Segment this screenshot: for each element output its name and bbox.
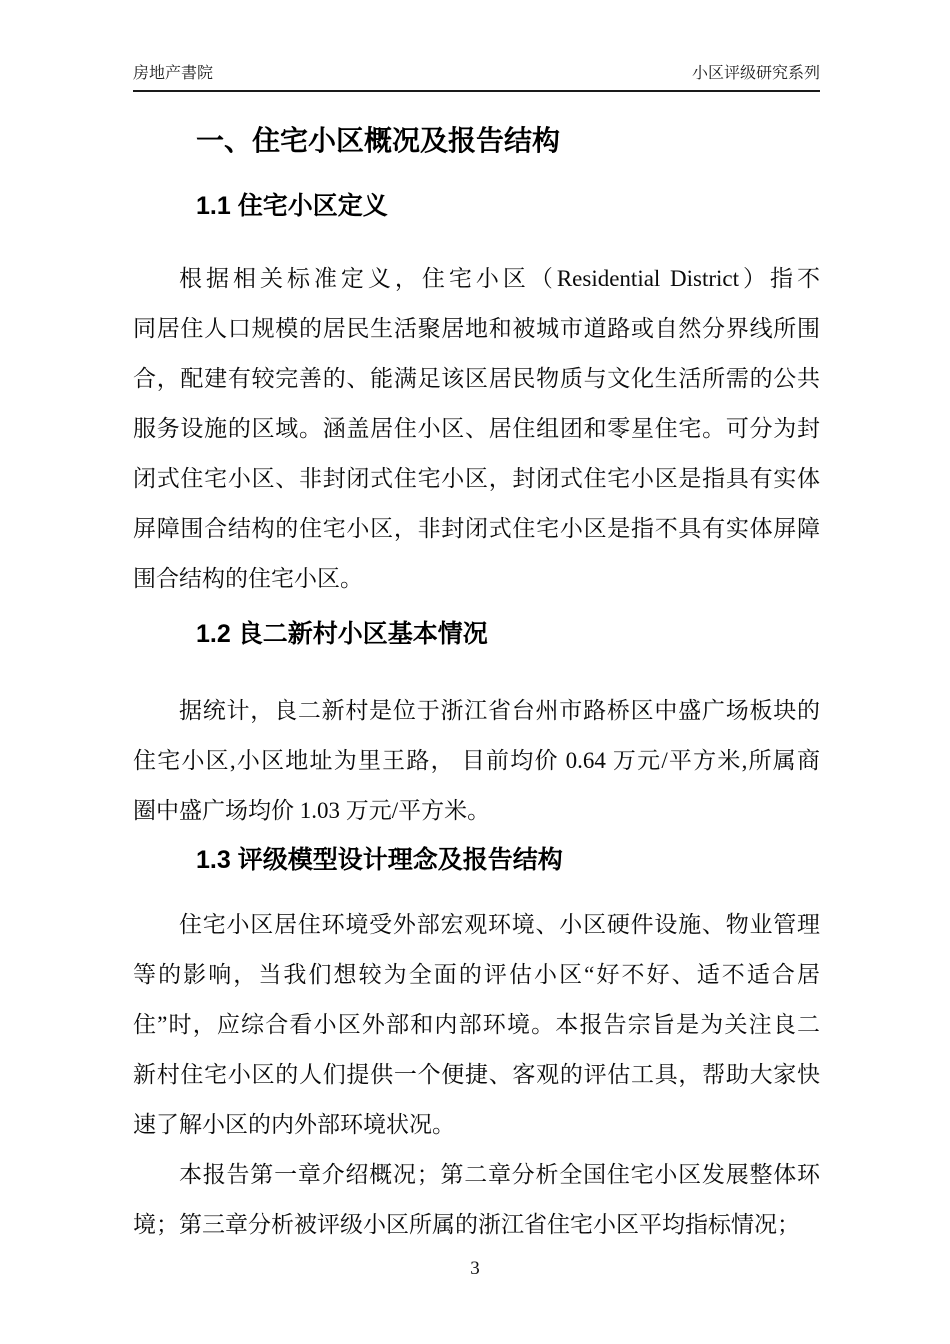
text-line: 合，配建有较完善的、能满足该区居民物质与文化生活所需的公共 <box>133 366 820 391</box>
page-number: 3 <box>470 1258 480 1279</box>
paragraph-report-structure <box>133 1150 820 1250</box>
text-line: 住”时，应综合看小区外部和内部环境。本报告宗旨是为关注良二 <box>133 1012 820 1037</box>
text-line: 速了解小区的内外部环境状况。 <box>133 1112 455 1137</box>
text-line: 服务设施的区域。涵盖居住小区、居住组团和零星住宅。可分为封 <box>133 416 820 441</box>
text-line: 闭式住宅小区、非封闭式住宅小区，封闭式住宅小区是指具有实体 <box>133 466 820 491</box>
header-left-text: 房地产書院 <box>133 65 214 82</box>
text-line: 围合结构的住宅小区。 <box>133 566 363 591</box>
text-line: 新村住宅小区的人们提供一个便捷、客观的评估工具，帮助大家快 <box>133 1062 820 1087</box>
section-heading-1-1: 1.1 住宅小区定义 <box>196 192 388 220</box>
text-line: 根据相关标准定义，住宅小区（Residential District）指不 <box>179 266 820 291</box>
paragraph-basic-info <box>133 686 820 836</box>
text-line: 屏障围合结构的住宅小区，非封闭式住宅小区是指不具有实体屏障 <box>133 516 820 541</box>
text-line: 等的影响，当我们想较为全面的评估小区“好不好、适不适合居 <box>133 962 820 987</box>
text-line: 据统计，良二新村是位于浙江省台州市路桥区中盛广场板块的 <box>179 698 820 723</box>
header-right-text: 小区评级研究系列 <box>691 65 820 82</box>
page-header <box>133 0 820 92</box>
text-line: 本报告第一章介绍概况；第二章分析全国住宅小区发展整体环 <box>179 1162 820 1187</box>
text-line: 同居住人口规模的居民生活聚居地和被城市道路或自然分界线所围 <box>133 316 820 341</box>
text-line: 住宅小区居住环境受外部宏观环境、小区硬件设施、物业管理 <box>179 912 820 937</box>
text-line: 住宅小区,小区地址为里王路， 目前均价 0.64 万元/平方米,所属商 <box>133 748 820 773</box>
chapter-title: 一、住宅小区概况及报告结构 <box>196 125 561 156</box>
text-line: 境；第三章分析被评级小区所属的浙江省住宅小区平均指标情况； <box>133 1212 800 1237</box>
text-line: 圈中盛广场均价 1.03 万元/平方米。 <box>133 798 491 823</box>
paragraph-model-concept <box>133 900 820 1150</box>
section-heading-1-2: 1.2 良二新村小区基本情况 <box>196 620 488 648</box>
section-heading-1-3: 1.3 评级模型设计理念及报告结构 <box>196 846 563 874</box>
paragraph-definition <box>133 254 820 604</box>
